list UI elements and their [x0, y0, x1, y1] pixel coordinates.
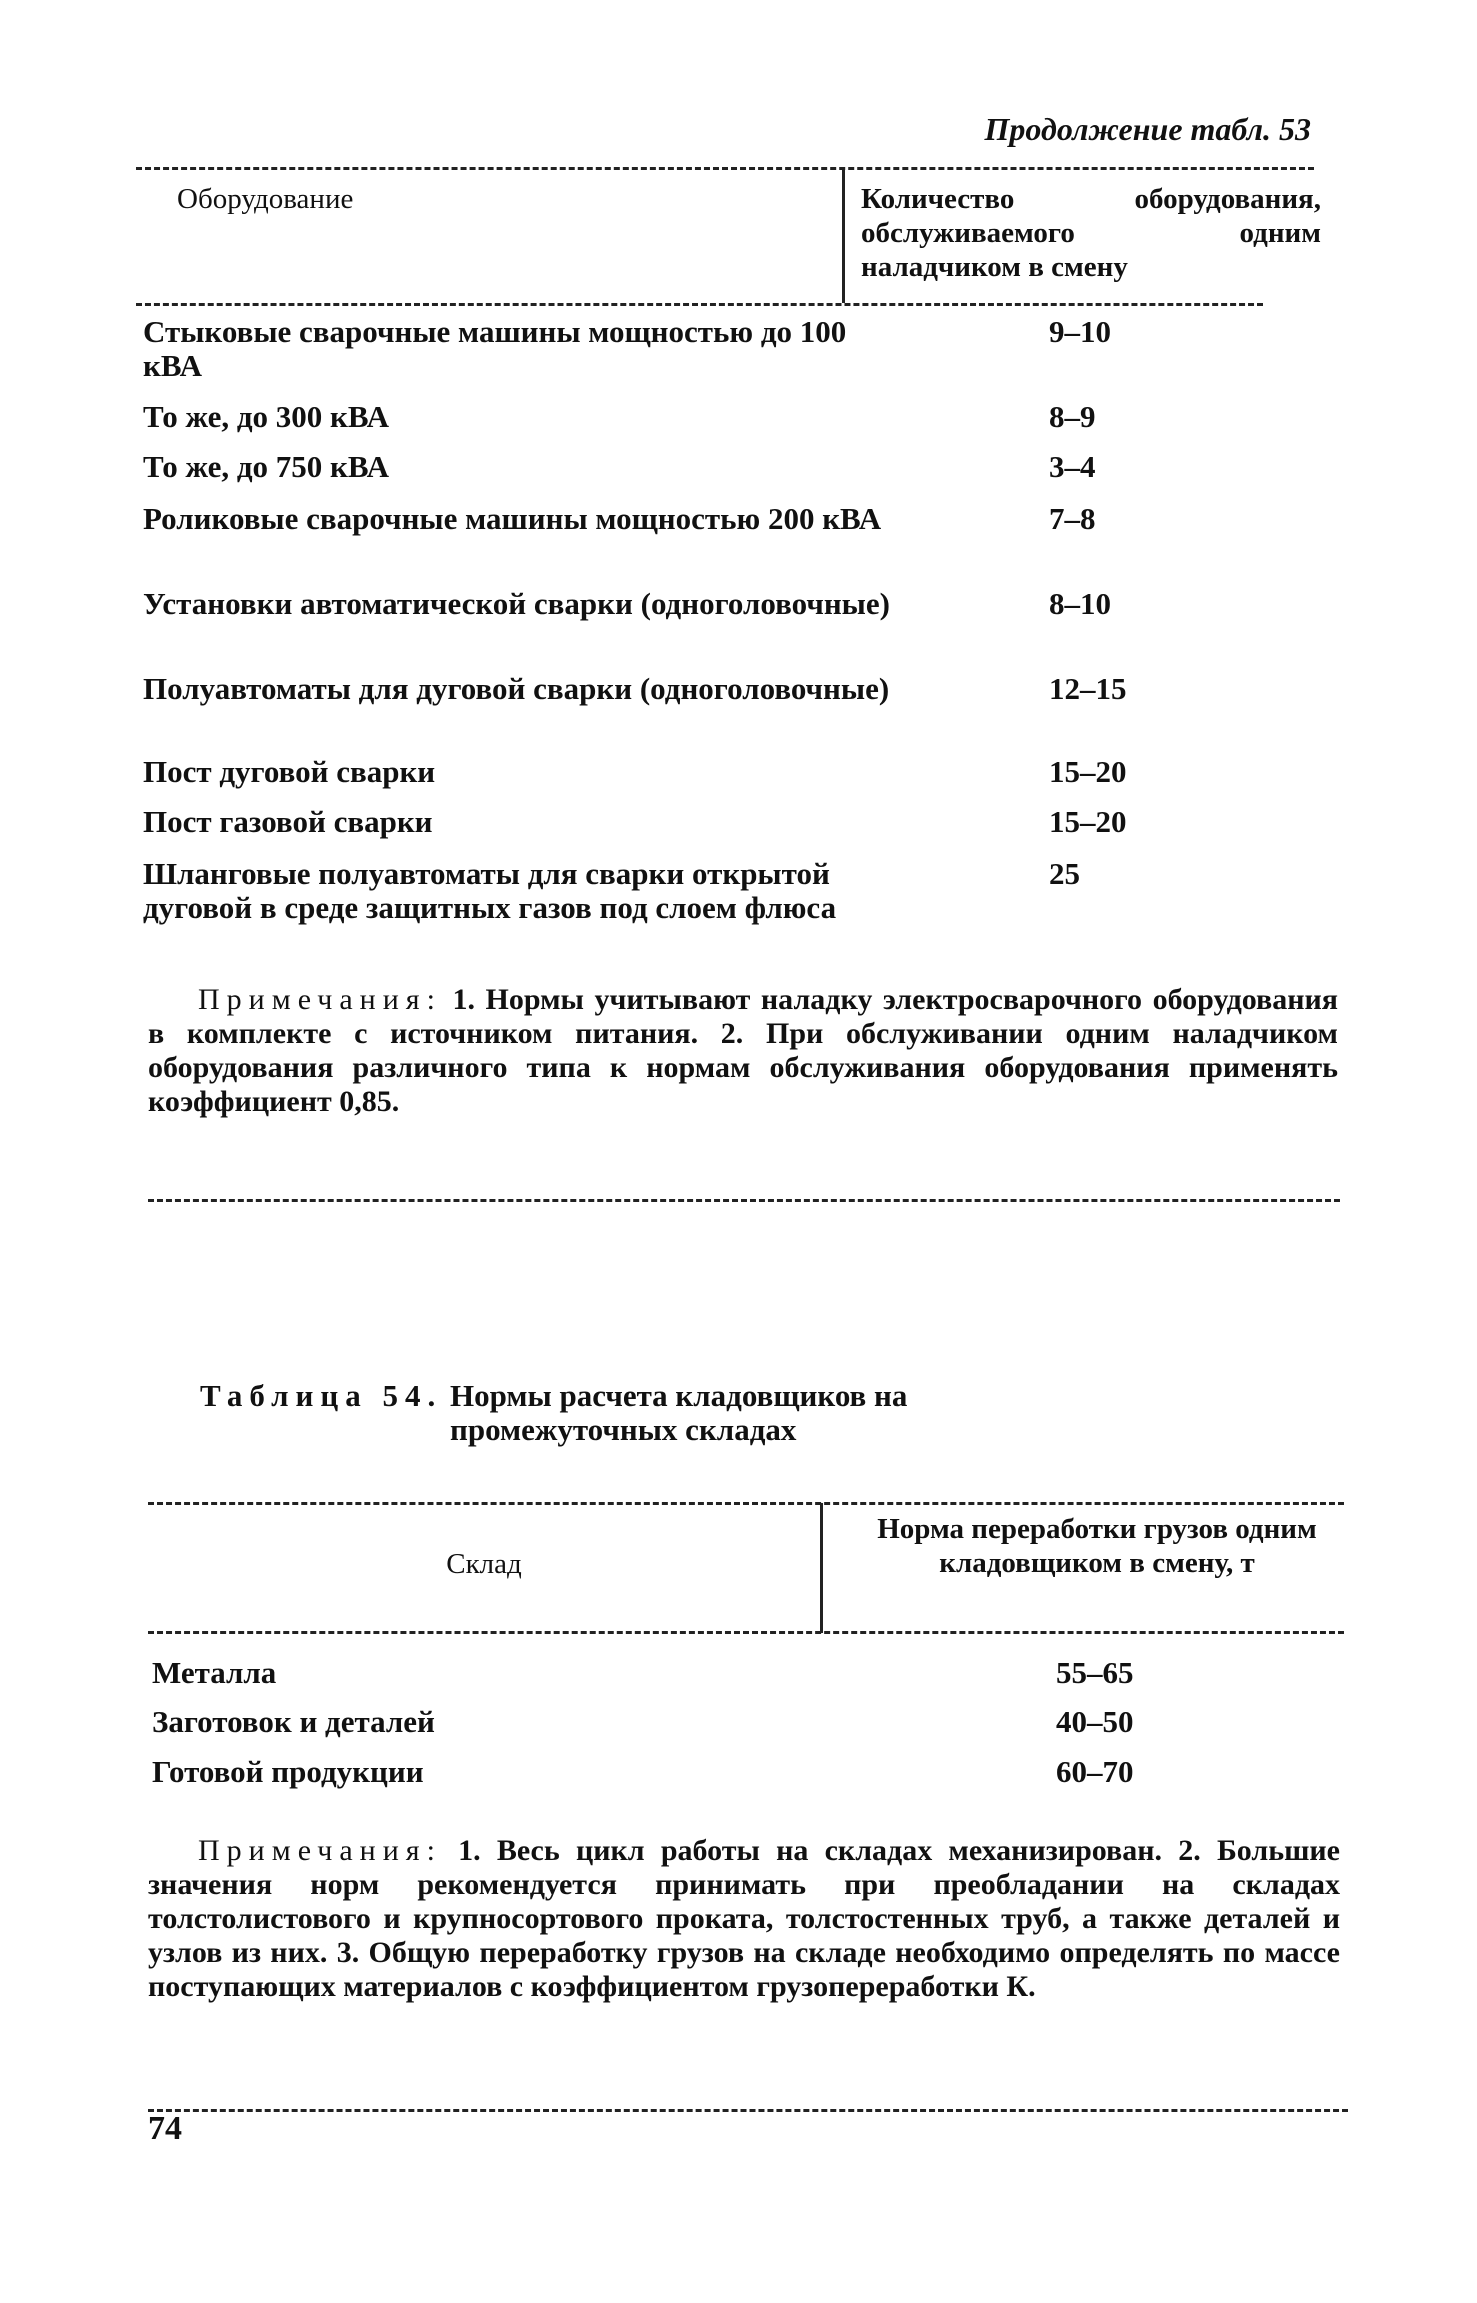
table53-row-equipment: Пост дуговой сварки — [143, 754, 436, 789]
notes-label: Примечания: — [198, 983, 442, 1016]
page-number: 74 — [148, 2110, 182, 2147]
table53-header-rule — [136, 303, 1263, 306]
bottom-rule — [148, 2109, 1348, 2112]
table54-header-warehouse: Склад — [446, 1548, 522, 1580]
table54-caption — [200, 1379, 1100, 1447]
notes-label: Примечания: — [198, 1834, 442, 1867]
table53-row-count: 15–20 — [1049, 804, 1127, 839]
table53-row-count: 12–15 — [1049, 671, 1127, 706]
table53-row-equipment: То же, до 750 кВА — [143, 449, 390, 484]
notes-text: 1. Нормы учитывают наладку электросварочного оборудования в комплекте с источником питания. 2. При обслуживании одним наладчиком оборудования различного типа к нормам обслуживания оборудования применять коэффициент 0,85. — [148, 983, 1339, 1118]
table54-caption-label: Таблица 54. — [200, 1378, 443, 1413]
table53-row-equipment: Пост газовой сварки — [143, 804, 433, 839]
table53-header-divider — [842, 168, 845, 303]
table53-row-count: 8–10 — [1049, 586, 1111, 621]
table53-row-count: 3–4 — [1049, 449, 1096, 484]
table54-row-norm: 60–70 — [1056, 1754, 1134, 1789]
table53-header-equipment: Оборудование — [177, 183, 354, 215]
table53-row-count: 9–10 — [1049, 314, 1111, 349]
table54-row-norm: 55–65 — [1056, 1655, 1134, 1690]
table54-notes — [148, 1834, 1340, 2004]
table53-row-equipment: То же, до 300 кВА — [143, 399, 390, 434]
table54-header-divider — [820, 1503, 823, 1633]
table54-top-rule — [148, 1502, 1344, 1505]
table53-row-equipment: Полуавтоматы для дуговой сварки (одноголовочные) — [143, 671, 890, 706]
table53-notes — [148, 983, 1338, 1119]
table54-caption-title: Нормы расчета кладовщиков на промежуточных складах — [450, 1378, 908, 1447]
table53-row-equipment: Шланговые полуавтоматы для сварки открытой дуговой в среде защитных газов под слоем флюса — [143, 856, 837, 925]
table53-row-count: 7–8 — [1049, 501, 1096, 536]
table53-row-equipment: Установки автоматической сварки (одноголовочные) — [143, 586, 890, 621]
table53-top-rule — [136, 167, 1314, 170]
table53-row-equipment: Стыковые сварочные машины мощностью до 100 кВА — [143, 314, 847, 383]
table53-header-count: Количество оборудования, обслуживаемого одним наладчиком в смену — [861, 183, 1321, 283]
continuation-label: Продолжение табл. 53 — [984, 111, 1311, 147]
table53-row-equipment: Роликовые сварочные машины мощностью 200 кВА — [143, 501, 882, 536]
table53-row-count: 8–9 — [1049, 399, 1096, 434]
section-rule — [148, 1199, 1340, 1202]
table54-row-warehouse: Заготовок и деталей — [152, 1704, 435, 1739]
table53-row-count: 25 — [1049, 856, 1080, 891]
table54-header-rule — [148, 1631, 1344, 1634]
table54-row-warehouse: Металла — [152, 1655, 277, 1690]
table53-row-count: 15–20 — [1049, 754, 1127, 789]
table54-row-warehouse: Готовой продукции — [152, 1754, 424, 1789]
table54-row-norm: 40–50 — [1056, 1704, 1134, 1739]
table54-header-norm: Норма переработки грузов одним кладовщиком в смену, т — [877, 1513, 1317, 1579]
notes-text: 1. Весь цикл работы на складах механизирован. 2. Большие значения норм рекомендуется принимать при преобладании на складах толстолистового и крупносортового проката, толстостенных труб, а также деталей и узлов из них. 3. Общую переработку грузов на складе необходимо определять по массе поступающих материалов с коэффициентом грузопереработки К. — [148, 1834, 1341, 2003]
